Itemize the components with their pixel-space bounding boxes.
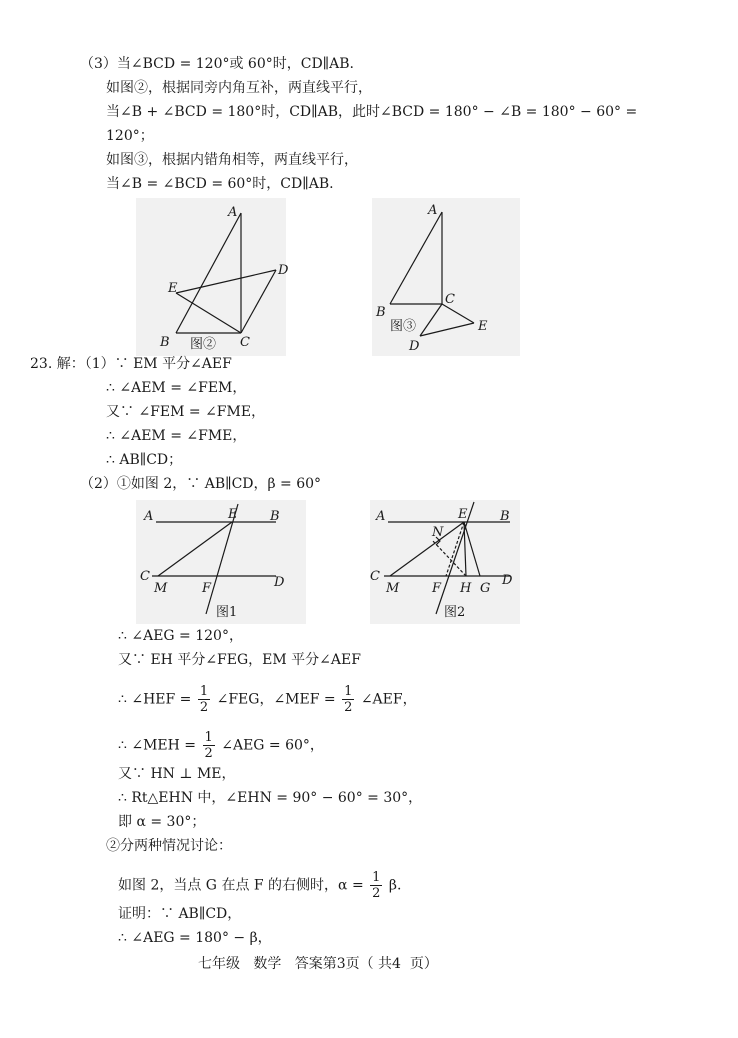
label-B: B [500,509,510,524]
fraction-denominator: 2 [372,886,381,901]
answer-line-10: ∴ ∠AEM = ∠FME， [106,428,247,444]
label-D: D [278,263,289,278]
segment-DC [241,270,276,333]
answer-line-11: ∴ AB∥CD； [106,452,183,468]
answer-line-19: 即 α = 30°； [118,814,206,830]
text-segment: ∠AEG = 60°， [221,737,324,754]
figure-2-parallel-lines [370,500,520,624]
label-E: E [168,281,178,296]
text-segment: 如图 2，当点 G 在点 F 的右侧时，α = [118,877,364,894]
answer-line-6: 当∠B = ∠BCD = 60°时，CD∥AB. [106,176,334,192]
label-C: C [445,292,455,307]
answer-line-3: 当∠B + ∠BCD = 180°时，CD∥AB，此时∠BCD = 180° − ∠B = 180° − 60° = [106,104,638,120]
text-segment: β. [388,877,402,894]
answer-line-20: ②分两种情况讨论： [106,838,232,854]
fraction-denominator: 2 [204,746,213,761]
segment-CE [176,293,241,333]
label-B: B [270,509,280,524]
text-segment: ∴ ∠MEH = [118,737,197,754]
fraction-half [198,684,210,715]
page-footer: 七年级 数学 答案第3页（ 共4 页） [198,956,438,972]
answer-line-8: ∴ ∠AEM = ∠FEM， [106,380,247,396]
label-A: A [376,509,386,524]
segment-EM [158,522,232,576]
answer-line-17: 又∵ HN ⊥ ME， [118,766,236,782]
label-A: A [144,509,154,524]
answer-line-2: 如图②，根据同旁内角互补，两直线平行， [106,80,372,96]
label-G: G [480,581,491,596]
label-D: D [274,575,285,590]
figure-caption: 图③ [390,319,417,334]
fraction-numerator: 1 [199,684,209,699]
answer-line-1: （3）当∠BCD = 120°或 60°时，CD∥AB. [80,56,354,72]
segment-AB [390,212,442,304]
fraction-numerator: 1 [204,730,213,745]
fraction-half [342,684,354,715]
answer-line-7: 23. 解：（1）∵ EM 平分∠AEF [30,356,232,372]
figure-1-parallel-lines [136,500,306,624]
segment-HN [432,540,466,576]
fraction-numerator: 1 [344,684,353,699]
figure-3-triangles [372,198,520,356]
fraction-denominator: 2 [344,700,353,715]
label-B: B [376,305,386,320]
text-segment: ∠AEF， [360,691,417,708]
answer-line-5: 如图③，根据内错角相等，两直线平行， [106,152,358,168]
answer-line-16 [118,730,324,761]
answer-line-15 [118,684,417,715]
text-segment: ∠FEG，∠MEF = [216,691,336,708]
answer-line-14: 又∵ EH 平分∠FEG，EM 平分∠AEF [118,652,361,668]
label-A: A [228,205,238,220]
fraction-numerator: 1 [372,870,381,885]
answer-line-18: ∴ Rt△EHN 中，∠EHN = 90° − 60° = 30°， [118,790,423,806]
answer-line-23: ∴ ∠AEG = 180° − β， [118,930,272,946]
answer-line-9: 又∵ ∠FEM = ∠FME， [106,404,266,420]
text-segment: ∴ ∠HEF = [118,691,192,708]
label-C: C [140,569,150,584]
answer-line-4: 120°； [106,128,154,144]
segment-ED [176,270,276,293]
fraction-half [203,730,215,761]
line-EF [436,502,474,614]
label-B: B [160,335,170,350]
fraction-half [370,870,382,901]
figure-caption: 图2 [444,605,466,620]
label-H: H [460,581,472,596]
label-A: A [428,203,438,218]
answer-line-22: 证明：∵ AB∥CD， [118,906,242,922]
answer-line-12: （2）①如图 2，∵ AB∥CD，β = 60° [80,476,322,492]
label-E: E [478,319,488,334]
label-M: M [154,581,168,596]
fraction-denominator: 2 [199,700,209,715]
segment-EM [390,522,464,576]
label-F: F [202,581,212,596]
label-N: N [432,525,444,540]
segment-dashed [446,522,464,576]
segment-AB [176,213,241,333]
segment-EG [464,522,480,576]
label-D: D [502,573,513,588]
answer-line-21 [118,870,401,901]
figure-caption: 图1 [216,605,238,620]
label-C: C [240,335,250,350]
answer-line-13: ∴ ∠AEG = 120°， [118,628,243,644]
figure-caption: 图② [190,337,217,352]
figure-2-triangles [136,198,289,356]
label-C: C [370,569,380,584]
label-D: D [409,339,420,354]
label-E: E [228,507,238,522]
label-F: F [432,581,442,596]
label-M: M [386,581,400,596]
label-E: E [458,507,468,522]
